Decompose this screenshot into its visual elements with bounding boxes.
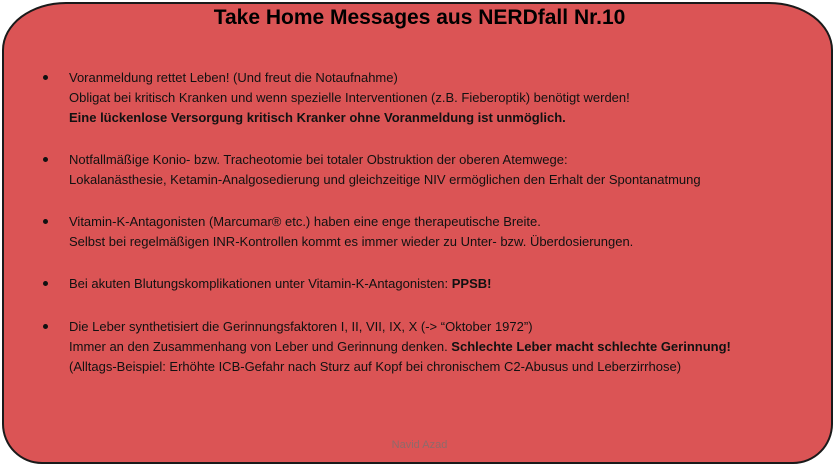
bullet-bold-text: PPSB! bbox=[451, 276, 492, 291]
bullet-text: Vitamin-K-Antagonisten (Marcumar® etc.) haben eine enge therapeutische Breite. bbox=[69, 214, 541, 229]
bullet-dot-icon bbox=[43, 281, 48, 286]
bullet-line bbox=[69, 213, 541, 230]
author-footer: Navid Azad bbox=[391, 439, 448, 451]
bullet-text: Immer an den Zusammenhang von Leber und Gerinnung denken. bbox=[69, 339, 452, 354]
bullet-text: Voranmeldung rettet Leben! (Und freut die Notaufnahme) bbox=[69, 70, 398, 85]
bullet-line bbox=[69, 338, 731, 355]
bullet-line bbox=[69, 318, 533, 335]
bullet-dot-icon bbox=[43, 75, 48, 80]
bullet-bold-text: Schlechte Leber macht schlechte Gerinnung! bbox=[451, 339, 731, 354]
bullet-dot-icon bbox=[43, 157, 48, 162]
bullet-line bbox=[69, 69, 398, 86]
bullet-text: (Alltags-Beispiel: Erhöhte ICB-Gefahr nach Sturz auf Kopf bei chronischem C2-Abusus und Leberzirrhose) bbox=[69, 359, 682, 374]
bullet-text: Lokalanästhesie, Ketamin-Analgosedierung und gleichzeitige NIV ermöglichen den Erhalt der Spontanatmung bbox=[69, 172, 701, 187]
bullet-text: Selbst bei regelmäßigen INR-Kontrollen kommt es immer wieder zu Unter- bzw. Überdosierungen. bbox=[69, 234, 634, 249]
bullet-line bbox=[69, 89, 630, 106]
bullet-dot-icon bbox=[43, 324, 48, 329]
bullet-line bbox=[69, 171, 701, 188]
bullet-line bbox=[69, 233, 633, 250]
bullet-text: Die Leber synthetisiert die Gerinnungsfaktoren I, II, VII, IX, X (-> “Oktober 1972”) bbox=[69, 319, 533, 334]
bullet-text: Obligat bei kritisch Kranken und wenn spezielle Interventionen (z.B. Fieberoptik) benötigt werden! bbox=[69, 90, 630, 105]
bullet-line bbox=[69, 151, 568, 168]
bullet-line bbox=[69, 275, 492, 292]
bullet-dot-icon bbox=[43, 219, 48, 224]
bullet-bold-text: Eine lückenlose Versorgung kritisch Kranker ohne Voranmeldung ist unmöglich. bbox=[69, 110, 566, 125]
bullet-line bbox=[69, 358, 681, 375]
bullet-text: Bei akuten Blutungskomplikationen unter Vitamin-K-Antagonisten: bbox=[69, 276, 452, 291]
bullet-text: Notfallmäßige Konio- bzw. Tracheotomie bei totaler Obstruktion der oberen Atemwege: bbox=[69, 152, 568, 167]
bullet-line bbox=[69, 109, 566, 126]
slide-title: Take Home Messages aus NERDfall Nr.10 bbox=[213, 6, 626, 29]
